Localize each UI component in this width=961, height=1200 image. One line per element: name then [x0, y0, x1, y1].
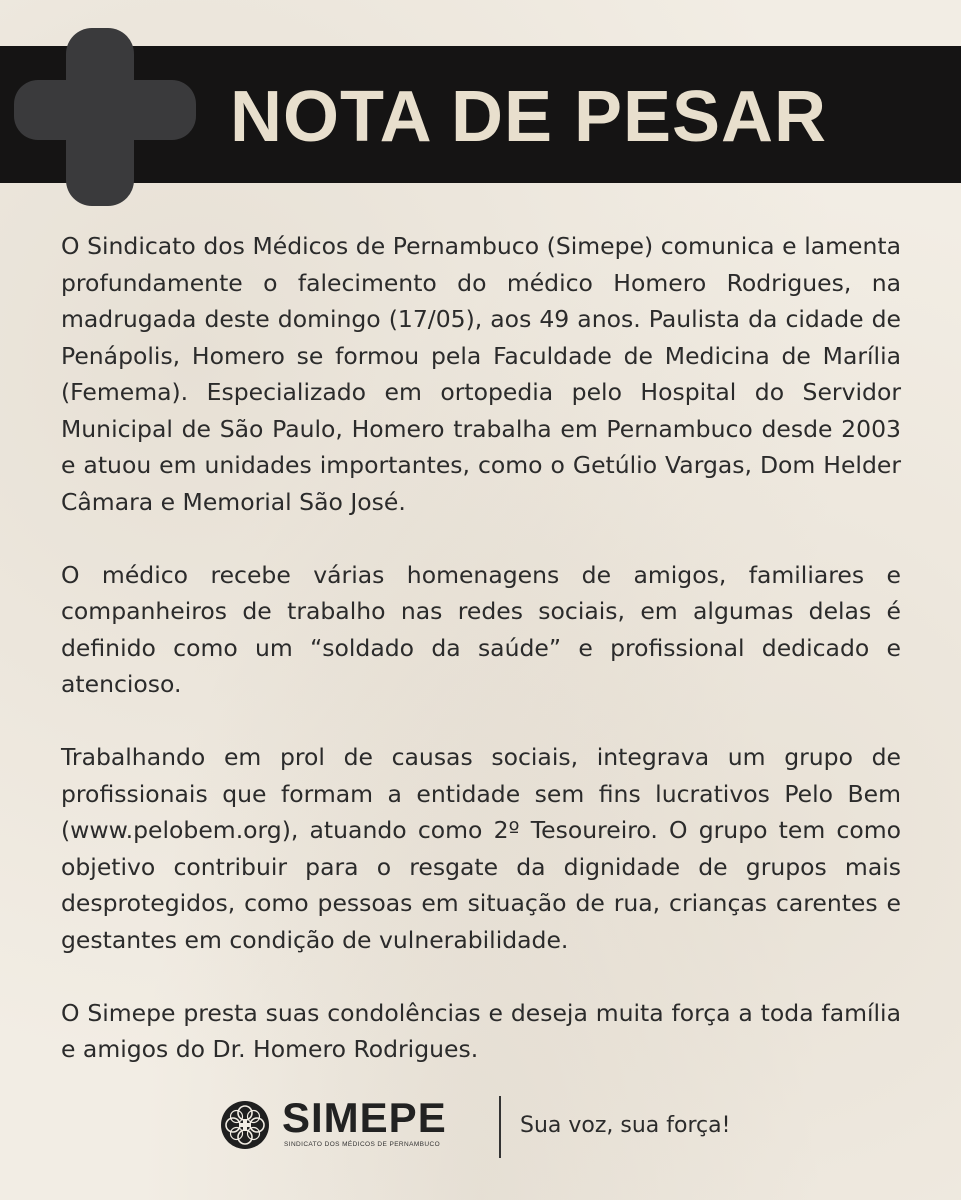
footer [0, 1090, 961, 1160]
paragraph-3: Trabalhando em prol de causas sociais, integrava um grupo de profissionais que formam a entidade sem fins lucrativos Pelo Bem (www.pelobem.org), atuando como 2º Tesoureiro. O grupo tem como objetivo contribuir para o resgate da dignidade de grupos mais desprotegidos, como pessoas em situação de rua, crianças carentes e gestantes em condição de vulnerabilidade. [61, 743, 901, 954]
page-title: NOTA DE PESAR [230, 77, 828, 157]
cross-icon-bar [14, 80, 196, 140]
paragraph-2: O médico recebe várias homenagens de amigos, familiares e companheiros de trabalho nas redes sociais, em algumas delas é definido como um “soldado da saúde” e profissional dedicado e atencioso. [61, 560, 901, 698]
logo-subtitle: SINDICATO DOS MÉDICOS DE PERNAMBUCO [284, 1141, 441, 1148]
article-body [61, 228, 901, 1068]
logo-name: SIMEPE [282, 1094, 447, 1141]
paragraph-1: O Sindicato dos Médicos de Pernambuco (Simepe) comunica e lamenta profundamente o falecimento do médico Homero Rodrigues, na madrugada deste domingo (17/05), aos 49 anos. Paulista da cidade de Penápolis, Homero se formou pela Faculdade de Medicina de Marília (Femema). Especializado em ortopedia pelo Hospital do Servidor Municipal de São Paulo, Homero trabalha em Pernambuco desde 2003 e atuou em unidades importantes, como o Getúlio Vargas, Dom Helder Câmara e Memorial São José. [61, 232, 901, 516]
paragraph-4: O Simepe presta suas condolências e deseja muita força a toda família e amigos do Dr. Homero Rodrigues. [61, 998, 901, 1063]
slogan: Sua voz, sua força! [520, 1113, 731, 1138]
simepe-logo-icon [220, 1100, 270, 1150]
footer-divider [499, 1096, 501, 1158]
